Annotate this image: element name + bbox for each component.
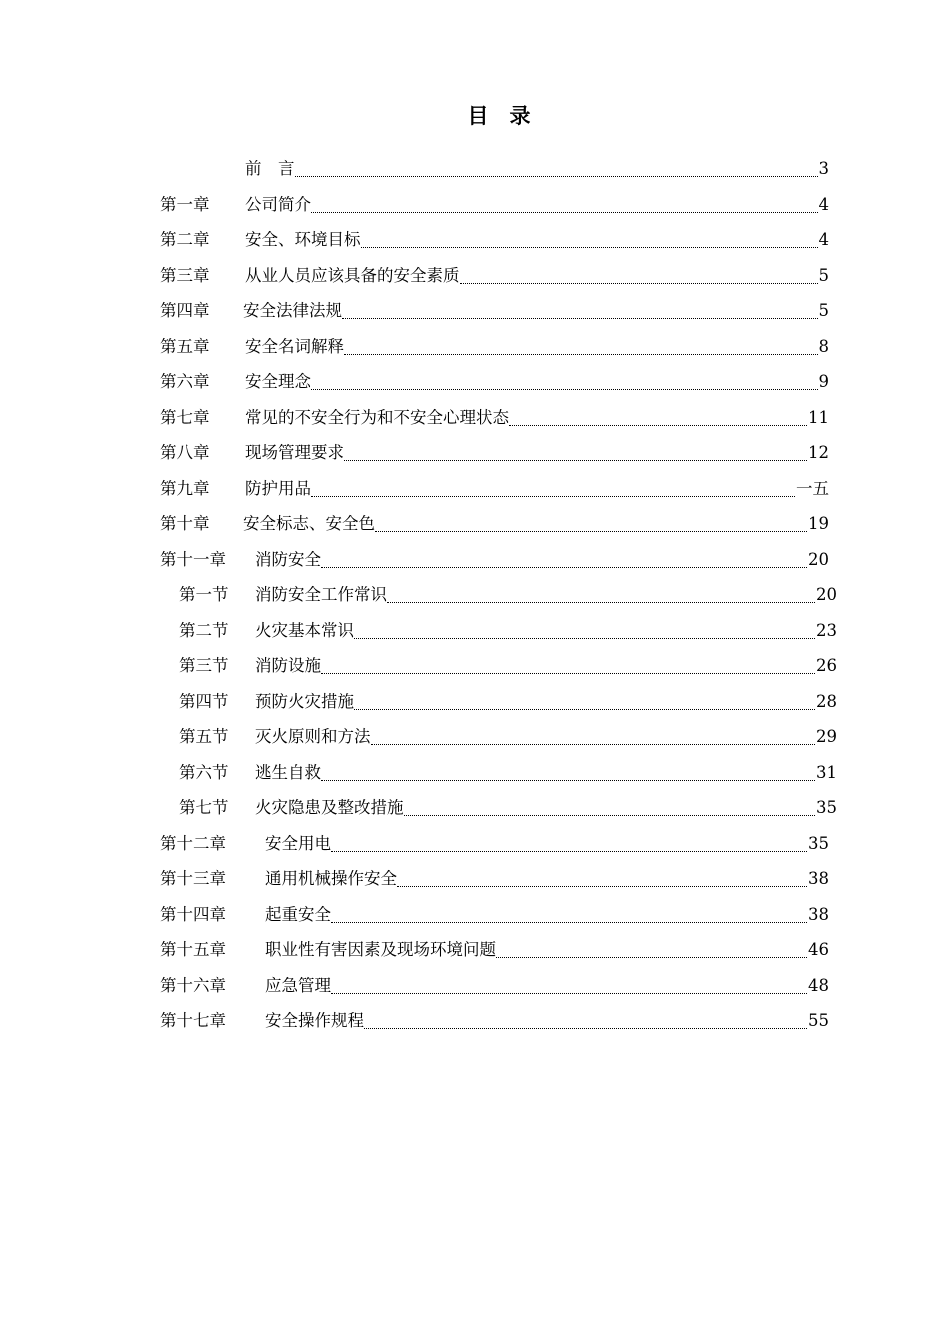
toc-entry-page-number: 35 [816, 798, 837, 817]
toc-entry-title: 起重安全 [265, 904, 331, 924]
toc-entry[interactable] [0, 152, 950, 186]
toc-entry-page-number: 29 [816, 727, 837, 746]
toc-entry[interactable] [0, 365, 950, 399]
toc-entry-title: 消防设施 [255, 656, 321, 675]
toc-entry-label: 第五节 [179, 727, 229, 746]
toc-entry-label: 第十三章 [160, 869, 226, 888]
toc-entry-title: 安全操作规程 [265, 1011, 364, 1030]
dot-leader [387, 578, 815, 612]
toc-entry-label: 第八章 [160, 443, 210, 462]
toc-entry-label: 第五章 [160, 336, 210, 356]
toc-entry-label: 第十六章 [160, 975, 226, 995]
toc-entry-title: 逃生自救 [255, 762, 321, 782]
toc-entry-title: 应急管理 [265, 975, 331, 995]
toc-entry[interactable] [0, 685, 950, 719]
dot-leader [364, 1004, 807, 1038]
toc-entry-title: 前 言 [245, 159, 295, 178]
toc-entry-label: 第二节 [179, 620, 229, 640]
dot-leader [354, 614, 815, 648]
dot-leader [344, 436, 807, 470]
toc-entry-title: 火灾基本常识 [255, 620, 354, 640]
toc-entry-title: 通用机械操作安全 [265, 869, 397, 888]
dot-leader [371, 720, 816, 754]
dot-leader [311, 188, 818, 222]
toc-entry-page-number: 3 [818, 159, 829, 178]
toc-entry[interactable] [0, 898, 950, 932]
toc-entry-title: 安全标志、安全色 [243, 514, 375, 533]
toc-entry-page-number: 20 [816, 585, 837, 604]
toc-entry-page-number: 4 [818, 194, 829, 214]
toc-entry-label: 第三章 [160, 265, 210, 285]
toc-entry-label: 第三节 [179, 656, 229, 675]
toc-entry[interactable] [0, 188, 950, 222]
toc-entry-page-number: 23 [816, 620, 837, 640]
dot-leader [321, 649, 815, 683]
dot-leader [375, 507, 807, 541]
dot-leader [295, 152, 818, 186]
dot-leader [342, 294, 818, 328]
toc-entry-label: 第二章 [160, 230, 210, 249]
toc-entry-label: 第四章 [160, 301, 210, 320]
toc-entry-page-number: 26 [816, 656, 837, 675]
toc-entry-label: 第一节 [179, 585, 229, 604]
toc-entry[interactable] [0, 756, 950, 790]
dot-leader [331, 898, 807, 932]
toc-entry-title: 安全用电 [265, 833, 331, 853]
dot-leader [460, 259, 818, 293]
toc-entry-label: 第十二章 [160, 833, 226, 853]
toc-entry-page-number: 5 [818, 301, 829, 320]
toc-entry-page-number: 9 [818, 372, 829, 391]
toc-entry-page-number: 11 [808, 407, 829, 427]
dot-leader [321, 756, 815, 790]
toc-entry-page-number: 20 [808, 549, 829, 569]
toc-entry-title: 火灾隐患及整改措施 [255, 798, 404, 817]
toc-entry-title: 安全名词解释 [245, 336, 344, 356]
dot-leader [361, 223, 818, 257]
toc-entry[interactable] [0, 507, 950, 541]
dot-leader [354, 685, 815, 719]
toc-entry-title: 安全理念 [245, 372, 311, 391]
toc-entry[interactable] [0, 223, 950, 257]
toc-entry-page-number: 12 [808, 443, 829, 462]
toc-entry-page-number: 一五 [796, 478, 829, 498]
toc-entry[interactable] [0, 543, 950, 577]
dot-leader [331, 969, 807, 1003]
toc-entry-title: 职业性有害因素及现场环境问题 [265, 940, 496, 959]
toc-entry-title: 预防火灾措施 [255, 691, 354, 711]
toc-entry-label: 第十五章 [160, 940, 226, 959]
toc-entry[interactable] [0, 720, 950, 754]
toc-entry-label: 第一章 [160, 194, 210, 214]
toc-entry-title: 灭火原则和方法 [255, 727, 371, 746]
toc-entry-page-number: 8 [818, 336, 829, 356]
dot-leader [331, 827, 807, 861]
dot-leader [397, 862, 807, 896]
toc-entry[interactable] [0, 862, 950, 896]
toc-entry-page-number: 46 [808, 940, 829, 959]
toc-entry-label: 第十一章 [160, 549, 226, 569]
toc-entry-title: 公司简介 [245, 194, 311, 214]
toc-entry-page-number: 5 [818, 265, 829, 285]
toc-entry-title: 消防安全 [255, 549, 321, 569]
toc-entry[interactable] [0, 436, 950, 470]
toc-entry[interactable] [0, 969, 950, 1003]
toc-entry[interactable] [0, 472, 950, 506]
toc-entry-label: 第九章 [160, 478, 210, 498]
toc-entry-page-number: 4 [818, 230, 829, 249]
toc-entry[interactable] [0, 401, 950, 435]
dot-leader [344, 330, 818, 364]
toc-entry-page-number: 31 [816, 762, 837, 782]
toc-entry-page-number: 35 [808, 833, 829, 853]
toc-title: 目 录 [467, 103, 531, 128]
toc-entry-label: 第十七章 [160, 1011, 226, 1030]
toc-entry-title: 现场管理要求 [245, 443, 344, 462]
toc-entry-label: 第七章 [160, 407, 210, 427]
toc-entry-label: 第六章 [160, 372, 210, 391]
dot-leader [404, 791, 816, 825]
toc-entry[interactable] [0, 259, 950, 293]
dot-leader [311, 365, 818, 399]
toc-entry-page-number: 38 [808, 904, 829, 924]
toc-entry-title: 消防安全工作常识 [255, 585, 387, 604]
toc-entry-label: 第七节 [179, 798, 229, 817]
toc-entry-page-number: 55 [808, 1011, 829, 1030]
dot-leader [311, 472, 795, 506]
toc-entry[interactable] [0, 614, 950, 648]
toc-entry[interactable] [0, 791, 950, 825]
toc-entry[interactable] [0, 1004, 950, 1038]
toc-entry-label: 第十章 [160, 514, 210, 533]
dot-leader [496, 933, 807, 967]
toc-entry-label: 第四节 [179, 691, 229, 711]
toc-entry-title: 安全法律法规 [243, 301, 342, 320]
toc-entry[interactable] [0, 649, 950, 683]
toc-entry[interactable] [0, 933, 950, 967]
toc-entry-title: 从业人员应该具备的安全素质 [245, 265, 460, 285]
dot-leader [509, 401, 807, 435]
toc-entry[interactable] [0, 827, 950, 861]
toc-entry[interactable] [0, 330, 950, 364]
toc-entry-label: 第六节 [179, 762, 229, 782]
toc-entry-page-number: 48 [808, 975, 829, 995]
toc-entry-page-number: 28 [816, 691, 837, 711]
dot-leader [321, 543, 807, 577]
toc-entry[interactable] [0, 294, 950, 328]
toc-entry-page-number: 19 [808, 514, 829, 533]
toc-entry[interactable] [0, 578, 950, 612]
toc-entry-title: 防护用品 [245, 478, 311, 498]
toc-entry-label: 第十四章 [160, 904, 226, 924]
toc-entry-title: 安全、环境目标 [245, 230, 361, 249]
toc-entry-page-number: 38 [808, 869, 829, 888]
toc-entry-title: 常见的不安全行为和不安全心理状态 [245, 407, 509, 427]
